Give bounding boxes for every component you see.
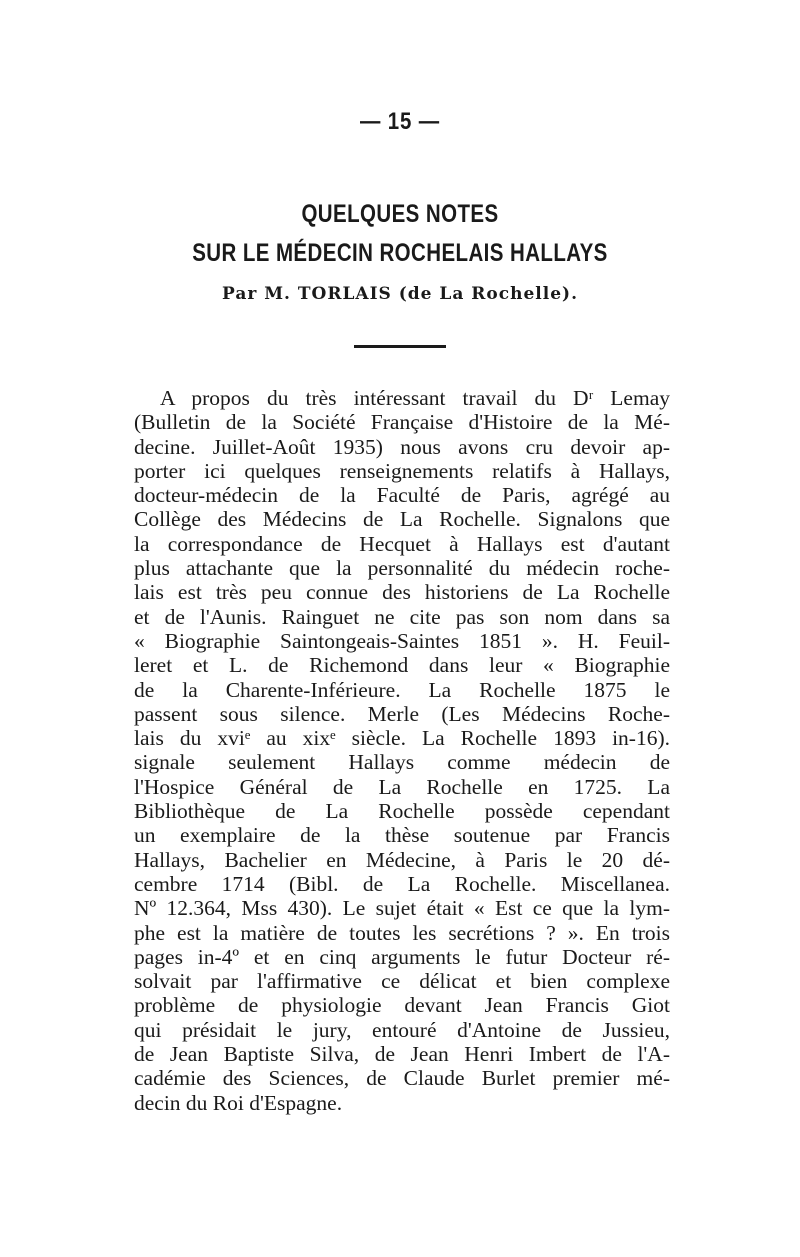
body-line: solvait par l'affirmative ce délicat et bien complexe: [134, 969, 670, 994]
body-line: docteur-médecin de la Faculté de Paris, agrégé au: [134, 483, 670, 508]
author-byline: Par M. TORLAIS (de La Rochelle).: [222, 284, 578, 304]
body-line: cadémie des Sciences, de Claude Burlet premier mé-: [134, 1066, 670, 1091]
body-line: pages in-4º et en cinq arguments le futur Docteur ré-: [134, 944, 670, 969]
body-line: phe est la matière de toutes les secrétions ? ». En trois: [134, 920, 670, 945]
body-line: de Jean Baptiste Silva, de Jean Henri Imbert de l'A-: [134, 1042, 670, 1067]
body-line: problème de physiologie devant Jean Francis Giot: [134, 993, 670, 1018]
body-line: Bibliothèque de La Rochelle possède cependant: [134, 799, 670, 824]
body-line: lais est très peu connue des historiens de La Rochelle: [134, 580, 670, 605]
body-line: et de l'Aunis. Rainguet ne cite pas son nom dans sa: [134, 604, 670, 629]
body-line: la correspondance de Hecquet à Hallays est d'autant: [134, 531, 670, 556]
body-line: signale seulement Hallays comme médecin de: [134, 750, 670, 775]
body-line: A propos du très intéressant travail du Dʳ Lemay: [160, 386, 670, 410]
body-line: leret et L. de Richemond dans leur « Biographie: [134, 653, 670, 678]
article-title-line-2: SUR LE MÉDECIN ROCHELAIS HALLAYS: [192, 239, 608, 267]
body-line: (Bulletin de la Société Française d'Histoire de la Mé-: [134, 410, 670, 435]
body-line: Hallays, Bachelier en Médecine, à Paris le 20 dé-: [134, 847, 670, 872]
separator-rule: [354, 345, 446, 348]
body-line: cembre 1714 (Bibl. de La Rochelle. Miscellanea.: [134, 871, 670, 896]
body-line: passent sous silence. Merle (Les Médecins Roche-: [134, 701, 670, 726]
article-body: [134, 386, 670, 1115]
article-title-line-1: QUELQUES NOTES: [301, 200, 499, 228]
body-line: un exemplaire de la thèse soutenue par Francis: [134, 823, 670, 848]
body-line: « Biographie Saintongeais-Saintes 1851 ». H. Feuil-: [134, 628, 670, 653]
body-line: lais du xviᵉ au xixᵉ siècle. La Rochelle 1893 in-16).: [134, 726, 670, 751]
body-line: decine. Juillet-Août 1935) nous avons cru devoir ap-: [134, 434, 670, 459]
body-line: l'Hospice Général de La Rochelle en 1725. La: [134, 774, 670, 799]
body-line: qui présidait le jury, entouré d'Antoine de Jussieu,: [134, 1017, 670, 1042]
body-line: plus attachante que la personnalité du médecin roche-: [134, 556, 670, 581]
page-number: — 15 —: [360, 108, 440, 135]
body-line: Nº 12.364, Mss 430). Le sujet était « Est ce que la lym-: [134, 896, 670, 921]
body-line: decin du Roi d'Espagne.: [134, 1090, 343, 1115]
body-line: Collège des Médecins de La Rochelle. Signalons que: [134, 507, 670, 532]
body-line: de la Charente-Inférieure. La Rochelle 1875 le: [134, 677, 670, 702]
body-line: porter ici quelques renseignements relatifs à Hallays,: [134, 458, 670, 483]
